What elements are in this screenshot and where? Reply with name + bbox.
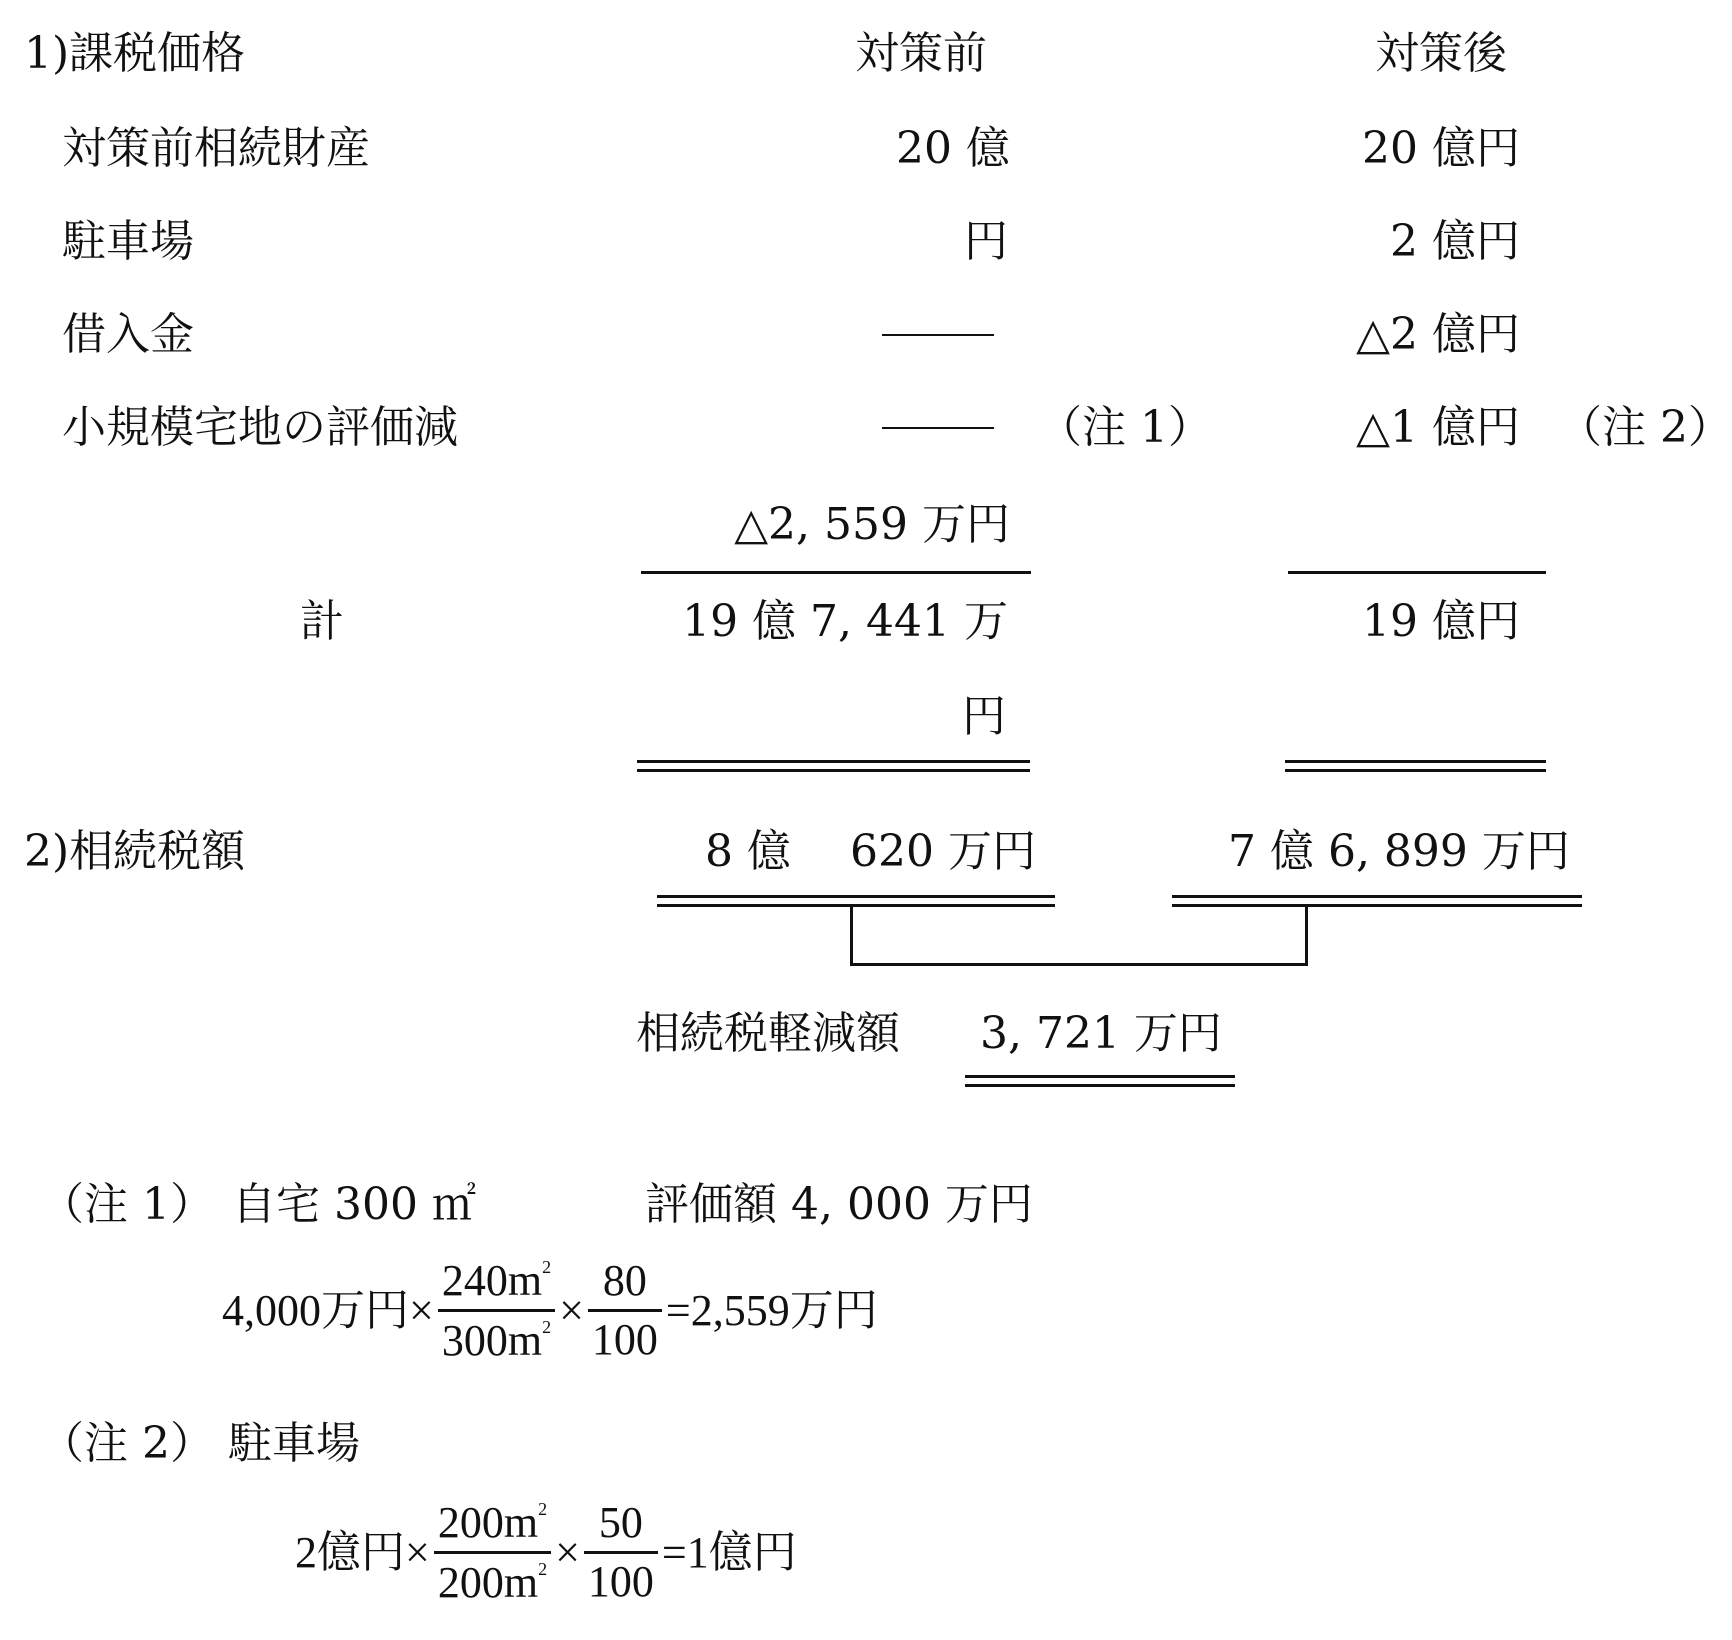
squared-mark: 2 [542, 1257, 552, 1277]
total-after-value: 19 億円 [1362, 596, 1520, 647]
tax-double-rule-after [1172, 895, 1582, 907]
formula-lhs: 2億円 [295, 1527, 405, 1577]
subtotal-rule-before [641, 571, 1031, 574]
total-label: 計 [300, 596, 344, 647]
note1-value: 評価額 4, 000 万円 [645, 1179, 1033, 1230]
before-reduction-value: △2, 559 万円 [734, 499, 1010, 550]
fraction-denominator: 200m [437, 1558, 539, 1607]
squared-mark: 2 [538, 1499, 548, 1519]
note-ref-2: （注 2） [1558, 402, 1732, 453]
tax-before-man: 620 万円 [850, 826, 1036, 877]
note-ref-1: （注 1） [1038, 402, 1212, 453]
row-label-small-residential-land: 小規模宅地の評価減 [62, 402, 458, 453]
column-header-after: 対策後 [1375, 28, 1507, 79]
formula-lhs: 4,000万円 [222, 1285, 409, 1335]
fraction-denominator: 100 [584, 1551, 658, 1604]
formula-result: =1億円 [661, 1527, 797, 1577]
total-before-value-continued: 円 [962, 691, 1006, 742]
row-value-after: △1 億円 [1356, 402, 1520, 453]
subtotal-rule-after [1288, 571, 1546, 574]
fraction-reduction-rate [584, 1498, 658, 1606]
section2-title: 2)相続税額 [24, 826, 246, 877]
fraction-reduction-rate [588, 1256, 662, 1364]
note1-item: 自宅 300 ㎡ [232, 1179, 476, 1230]
fraction-area-ratio [434, 1500, 551, 1605]
dash-placeholder [882, 427, 994, 429]
row-value-after: 2 億円 [1390, 216, 1520, 267]
fraction-numerator: 240m [441, 1256, 543, 1305]
tax-double-rule-before [657, 895, 1055, 907]
total-before-value: 19 億 7, 441 万 [682, 596, 1008, 647]
row-value-before: 20 億 [896, 123, 1010, 174]
note1-label: （注 1） [40, 1179, 214, 1230]
note2-formula [295, 1500, 797, 1605]
fraction-denominator: 300m [441, 1316, 543, 1365]
total-double-rule-before [637, 760, 1030, 772]
row-label-parking: 駐車場 [62, 216, 194, 267]
bracket-right [1305, 907, 1308, 965]
row-label-inherited-assets: 対策前相続財産 [62, 123, 370, 174]
section1-title: 1)課税価格 [24, 28, 246, 79]
fraction-numerator: 50 [598, 1498, 643, 1547]
note1-formula [222, 1258, 878, 1363]
column-header-before: 対策前 [855, 28, 987, 79]
tax-before-oku: 8 億 [705, 826, 791, 877]
row-label-loan: 借入金 [62, 309, 194, 360]
note2-label: （注 2） [40, 1418, 214, 1469]
tax-reduction-double-rule [965, 1075, 1235, 1087]
note2-item: 駐車場 [228, 1418, 360, 1469]
dash-placeholder [882, 334, 994, 336]
total-double-rule-after [1285, 760, 1546, 772]
squared-mark: 2 [538, 1559, 548, 1579]
tax-reduction-value: 3, 721 万円 [980, 1008, 1222, 1059]
formula-result: =2,559万円 [665, 1285, 878, 1335]
bracket-left [850, 907, 853, 965]
bracket-bottom [850, 963, 1308, 966]
fraction-denominator: 100 [588, 1309, 662, 1362]
fraction-numerator: 200m [437, 1498, 539, 1547]
row-value-before: 円 [964, 216, 1008, 267]
times-sign: × [409, 1285, 434, 1335]
row-value-after: 20 億円 [1362, 123, 1520, 174]
times-sign: × [405, 1527, 430, 1577]
fraction-numerator: 80 [602, 1256, 647, 1305]
times-sign: × [555, 1527, 580, 1577]
row-value-after: △2 億円 [1356, 309, 1520, 360]
tax-after: 7 億 6, 899 万円 [1228, 826, 1570, 877]
squared-mark: 2 [542, 1317, 552, 1337]
fraction-area-ratio [438, 1258, 555, 1363]
times-sign: × [559, 1285, 584, 1335]
tax-reduction-label: 相続税軽減額 [636, 1008, 900, 1059]
